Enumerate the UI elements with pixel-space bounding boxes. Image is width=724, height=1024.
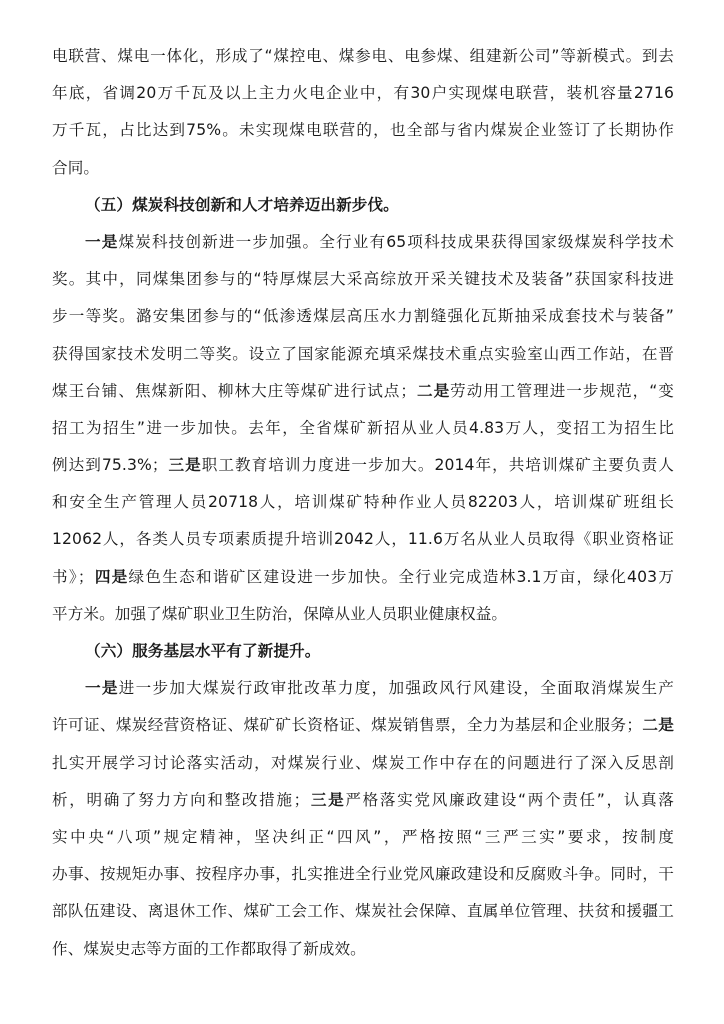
text-line: [52, 224, 674, 261]
text-line: [52, 38, 674, 75]
document-page: [52, 38, 674, 968]
bold-text: 一是: [85, 232, 119, 251]
text-span: 万千瓦，占比达到75%。未实现煤电联营的，也全部与省内煤炭企业签订了长期协作: [52, 121, 674, 140]
text-line: [52, 373, 674, 410]
text-span: 部队伍建设、离退休工作、煤矿工会工作、煤炭社会保障、直属单位管理、扶贫和援疆工: [52, 902, 674, 921]
text-span: 合同。: [52, 158, 100, 177]
text-span: 职工教育培训力度进一步加大。2014年，共培训煤矿主要负责人: [201, 456, 674, 475]
text-line: [52, 521, 674, 558]
bold-text: 三是: [309, 790, 346, 809]
text-span: 严格落实党风廉政建设“两个责任”，认真落: [345, 790, 674, 809]
text-line: [52, 75, 674, 112]
text-span: 作、煤炭史志等方面的工作都取得了新成效。: [52, 939, 366, 958]
text-line: [52, 261, 674, 298]
text-span: 例达到75.3%；: [52, 456, 168, 475]
text-span: 煤王台铺、焦煤新阳、柳林大庄等煤矿进行试点；: [52, 381, 417, 400]
bold-text: 二是: [642, 716, 675, 735]
text-span: 扎实开展学习讨论落实活动，对煤炭行业、煤炭工作中存在的问题进行了深入反思剖: [52, 753, 674, 772]
bold-text: 三是: [167, 456, 202, 475]
text-span: 平方米。加强了煤矿职业卫生防治，保障从业人员职业健康权益。: [52, 604, 508, 623]
text-span: 年底，省调20万千瓦及以上主力火电企业中，有30户实现煤电联营，装机容量2716: [52, 84, 674, 103]
text-span: 电联营、煤电一体化，形成了“煤控电、煤参电、电参煤、组建新公司”等新模式。到去: [52, 47, 674, 65]
text-span: 奖。其中，同煤集团参与的“特厚煤层大采高综放开采关键技术及装备”获国家科技进: [52, 270, 674, 289]
text-line: [52, 893, 674, 930]
text-line: [52, 298, 674, 335]
text-line: [52, 484, 674, 521]
text-span: 书》；: [52, 567, 94, 586]
text-span: 进一步加大煤炭行政审批改革力度，加强政风行风建设，全面取消煤炭生产: [118, 679, 674, 698]
section-heading: [52, 187, 674, 224]
text-span: 绿色生态和谐矿区建设进一步加快。全行业完成造林3.1万亩，绿化403万: [128, 567, 674, 586]
text-line: [52, 447, 674, 484]
text-line: [52, 112, 674, 149]
text-span: 招工为招生”进一步加快。去年，全省煤矿新招从业人员4.83万人，变招工为招生比: [52, 418, 674, 437]
bold-text: 二是: [416, 381, 451, 400]
text-line: [52, 931, 674, 968]
text-line: [52, 745, 674, 782]
text-line: [52, 410, 674, 447]
text-line: [52, 670, 674, 707]
text-line: [52, 336, 674, 373]
text-span: 劳动用工管理进一步规范，“变: [450, 381, 674, 400]
text-line: [52, 150, 674, 187]
bold-text: 四是: [93, 567, 129, 586]
bold-text: （六）服务基层水平有了新提升。: [85, 642, 321, 660]
text-span: 析，明确了努力方向和整改措施；: [52, 790, 310, 809]
text-span: 步一等奖。潞安集团参与的“低渗透煤层高压水力割缝强化瓦斯抽采成套技术与装备”: [52, 307, 674, 326]
text-span: 获得国家技术发明二等奖。设立了国家能源充填采煤技术重点实验室山西工作站，在晋: [52, 344, 674, 363]
text-line: [52, 707, 674, 744]
text-span: 办事、按规矩办事、按程序办事，扎实推进全行业党风廉政建设和反腐败斗争。同时，干: [52, 865, 674, 884]
bold-text: （五）煤炭科技创新和人才培养迈出新步伐。: [85, 195, 399, 214]
text-span: 许可证、煤炭经营资格证、煤矿矿长资格证、煤炭销售票，全力为基层和企业服务；: [52, 716, 643, 735]
text-span: 实中央“八项”规定精神，坚决纠正“四风”，严格按照“三严三实”要求，按制度: [52, 827, 674, 846]
text-line: [52, 559, 674, 596]
text-span: 12062人，各类人员专项素质提升培训2042人，11.6万名从业人员取得《职业资格证: [52, 530, 674, 549]
text-line: [52, 782, 674, 819]
text-span: 和安全生产管理人员20718人，培训煤矿特种作业人员82203人，培训煤矿班组长: [52, 493, 674, 512]
text-line: [52, 856, 674, 893]
text-span: 煤炭科技创新进一步加强。全行业有65项科技成果获得国家级煤炭科学技术: [118, 232, 674, 251]
section-heading: [52, 633, 674, 670]
bold-text: 一是: [85, 679, 119, 698]
text-line: [52, 596, 674, 633]
text-line: [52, 819, 674, 856]
